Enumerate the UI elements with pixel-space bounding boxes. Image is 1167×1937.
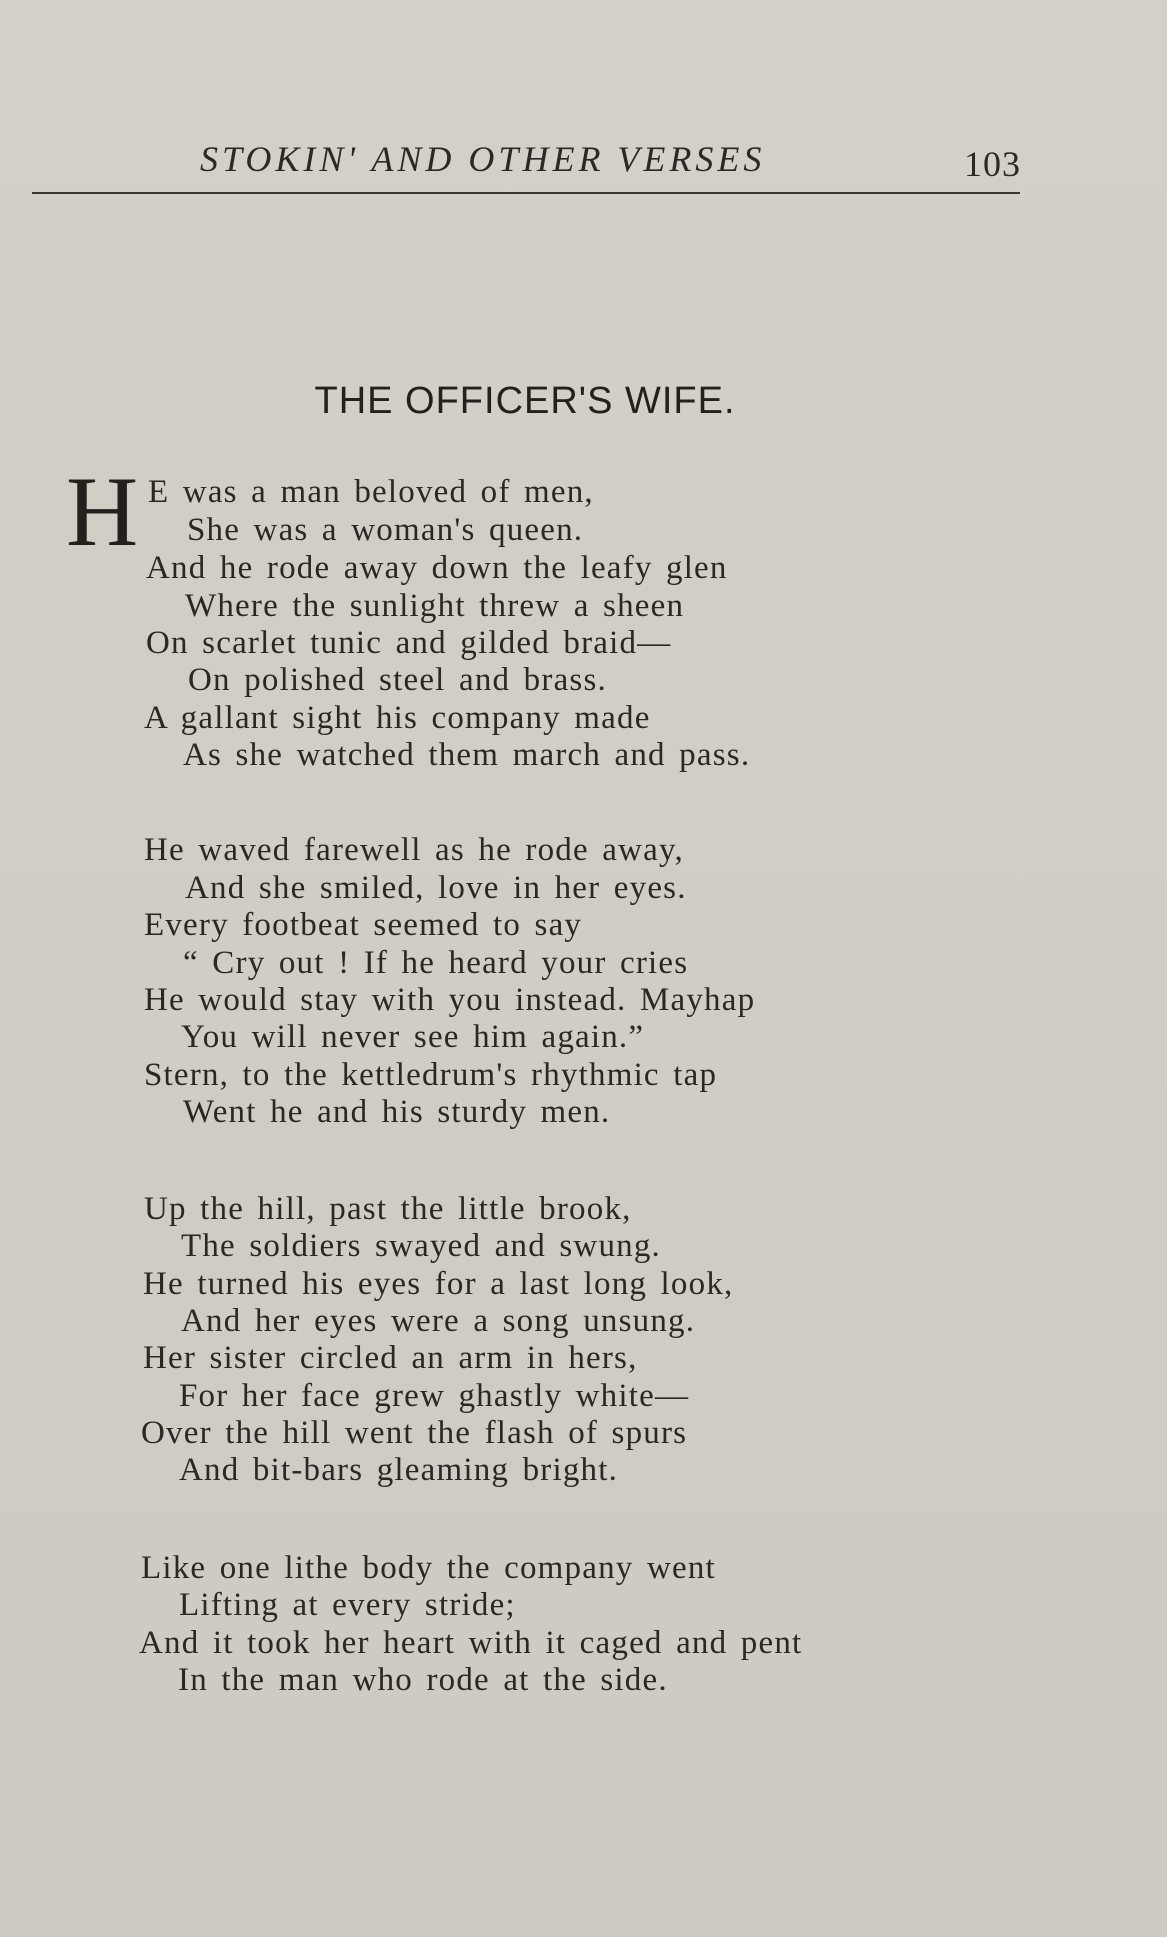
poem-line: Over the hill went the flash of spurs xyxy=(141,1415,688,1451)
poem-line: She was a woman's queen. xyxy=(187,512,584,548)
header-rule xyxy=(32,192,1020,194)
poem-line: In the man who rode at the side. xyxy=(178,1662,668,1698)
poem-line: And she smiled, love in her eyes. xyxy=(185,870,687,906)
poem-line: Up the hill, past the little brook, xyxy=(144,1191,632,1227)
poem-line: On polished steel and brass. xyxy=(188,662,607,698)
poem-line: He turned his eyes for a last long look, xyxy=(143,1266,734,1302)
poem-line: For her face grew ghastly white— xyxy=(179,1378,690,1414)
poem-line: On scarlet tunic and gilded braid— xyxy=(146,625,672,661)
poem-line: Her sister circled an arm in hers, xyxy=(143,1340,638,1376)
poem-line: Like one lithe body the company went xyxy=(141,1550,716,1586)
poem-line: You will never see him again.” xyxy=(181,1019,645,1055)
page-number: 103 xyxy=(964,144,1021,184)
poem-line: Stern, to the kettledrum's rhythmic tap xyxy=(144,1057,718,1093)
poem-line: And it took her heart with it caged and pent xyxy=(139,1625,803,1661)
poem-line: And her eyes were a song unsung. xyxy=(181,1303,696,1339)
poem-line: As she watched them march and pass. xyxy=(183,737,751,773)
poem-line: Every footbeat seemed to say xyxy=(144,907,583,943)
drop-cap-initial: H xyxy=(66,456,139,567)
poem-line: He waved farewell as he rode away, xyxy=(144,832,684,868)
poem-line: Went he and his sturdy men. xyxy=(183,1094,611,1130)
poem-line: And bit-bars gleaming bright. xyxy=(179,1452,619,1488)
poem-line: Where the sunlight threw a sheen xyxy=(185,588,685,624)
poem-line: E was a man beloved of men, xyxy=(148,474,594,510)
poem-line: And he rode away down the leafy glen xyxy=(146,550,728,586)
poem-line: He would stay with you instead. Mayhap xyxy=(144,982,756,1018)
poem-title: THE OFFICER'S WIFE. xyxy=(314,380,736,422)
running-head-title: STOKIN' AND OTHER VERSES xyxy=(200,139,766,179)
poem-line: Lifting at every stride; xyxy=(179,1587,516,1623)
poem-line: A gallant sight his company made xyxy=(144,700,651,736)
poem-line: “ Cry out ! If he heard your cries xyxy=(183,945,689,981)
poem-line: The soldiers swayed and swung. xyxy=(181,1228,662,1264)
